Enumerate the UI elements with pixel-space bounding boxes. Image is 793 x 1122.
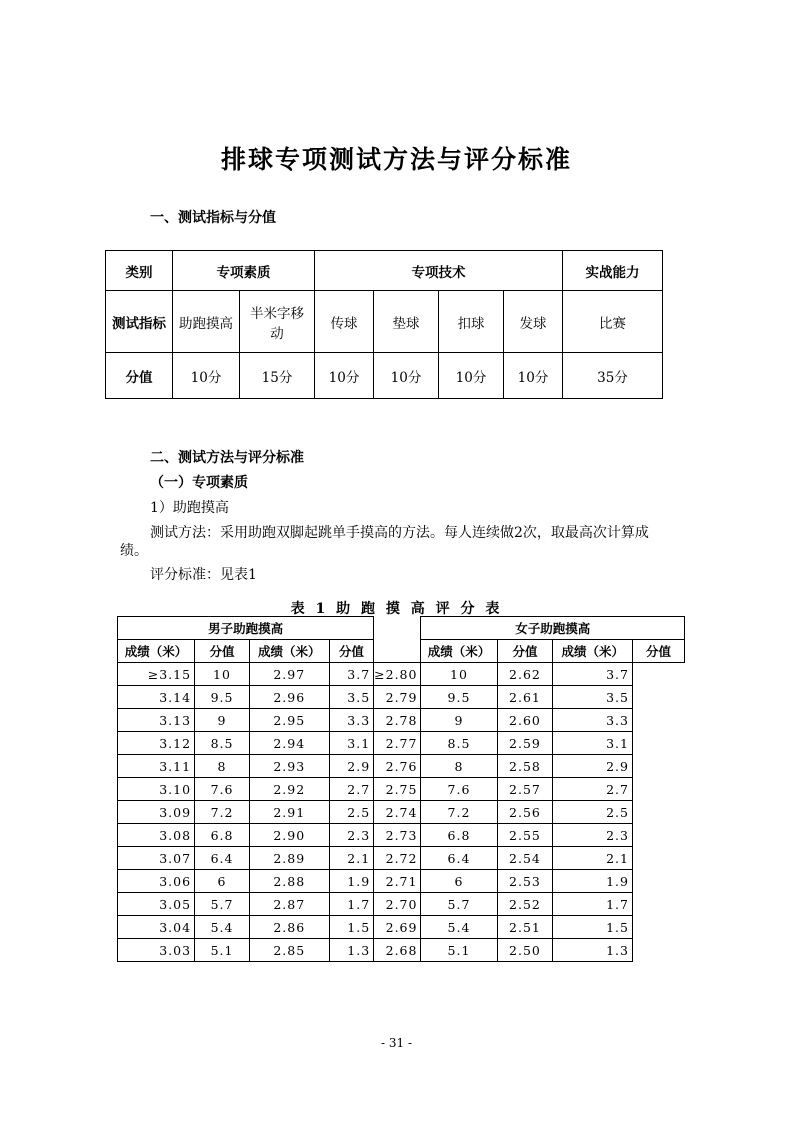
score-value: 2.79 [374,686,421,709]
score-cell: 10分 [374,353,439,399]
score-value: 2.70 [374,893,421,916]
score-value: 2.68 [374,939,421,962]
score-value: 2.55 [497,824,553,847]
points-value: 1.3 [553,939,633,962]
points-value: 7.2 [421,801,497,824]
score-value: 2.89 [249,847,329,870]
score-value: 2.51 [497,916,553,939]
score-cell: 35分 [563,353,663,399]
score-value: 3.03 [118,939,195,962]
points-value: 5.7 [195,893,250,916]
score-value: 2.86 [249,916,329,939]
points-value: 6.8 [421,824,497,847]
score-value: 3.05 [118,893,195,916]
indicator-cell: 扣球 [439,291,504,353]
indicator-cell: 半米字移动 [240,291,315,353]
score-value: ≥2.80 [374,663,421,686]
score-value: 3.06 [118,870,195,893]
points-value: 2.3 [329,824,374,847]
score-value: 3.11 [118,755,195,778]
subsection-heading: （一）专项素质 [150,475,248,491]
points-value: 3.5 [553,686,633,709]
score-value: 2.97 [249,663,329,686]
table-row [118,801,685,824]
table-row [118,778,685,801]
points-value: 3.1 [329,732,374,755]
score-cell: 10分 [173,353,240,399]
table-row [118,939,685,962]
method-text: 测试方法：采用助跑双脚起跳单手摸高的方法。每人连续做2次，取最高次计算成 [150,525,649,541]
points-value: 1.5 [329,916,374,939]
page-number: - 31 - [380,1036,412,1050]
points-value: 2.3 [553,824,633,847]
points-value: 6 [421,870,497,893]
score-value: 2.87 [249,893,329,916]
indicator-cell: 发球 [504,291,563,353]
points-value: 9 [421,709,497,732]
points-value: 2.1 [553,847,633,870]
points-value: 5.1 [195,939,250,962]
points-value: 3.1 [553,732,633,755]
col-score: 成绩（米） [249,640,329,663]
score-value: 2.61 [497,686,553,709]
score-value: 3.07 [118,847,195,870]
col-score: 成绩（米） [553,640,633,663]
score-value: 3.08 [118,824,195,847]
table-row [118,870,685,893]
score-cell: 10分 [504,353,563,399]
score-value: 3.13 [118,709,195,732]
col-score: 成绩（米） [421,640,497,663]
header-technique: 专项技术 [315,251,563,291]
indicator-table [105,250,663,399]
table-row [118,847,685,870]
score-value: 2.88 [249,870,329,893]
scoring-table [117,616,685,962]
score-value: 2.78 [374,709,421,732]
page-title: 排球专项测试方法与评分标准 [220,145,572,174]
col-points: 分值 [329,640,374,663]
col-score: 成绩（米） [118,640,195,663]
score-value: 2.75 [374,778,421,801]
points-value: 5.4 [421,916,497,939]
score-value: 2.58 [497,755,553,778]
score-value: 2.69 [374,916,421,939]
points-value: 6.8 [195,824,250,847]
points-value: 2.9 [553,755,633,778]
score-value: 2.77 [374,732,421,755]
score-value: 3.04 [118,916,195,939]
points-value: 8 [195,755,250,778]
points-value: 7.2 [195,801,250,824]
indicator-cell: 助跑摸高 [173,291,240,353]
indicator-label: 测试指标 [106,291,173,353]
score-value: 2.93 [249,755,329,778]
points-value: 7.6 [195,778,250,801]
header-quality: 专项素质 [173,251,315,291]
score-value: 2.74 [374,801,421,824]
col-points: 分值 [195,640,250,663]
score-value: 3.14 [118,686,195,709]
points-value: 2.7 [553,778,633,801]
score-value: 2.94 [249,732,329,755]
points-value: 2.5 [329,801,374,824]
score-value: 2.96 [249,686,329,709]
points-value: 5.7 [421,893,497,916]
points-value: 8.5 [421,732,497,755]
score-value: 2.73 [374,824,421,847]
score-value: 2.92 [249,778,329,801]
score-value: 2.95 [249,709,329,732]
score-value: 2.52 [497,893,553,916]
score-value: 2.62 [497,663,553,686]
points-value: 9.5 [421,686,497,709]
table-caption: 表 1 助 跑 摸 高 评 分 表 [290,601,503,617]
table-row [118,709,685,732]
points-value: 2.9 [329,755,374,778]
points-value: 1.5 [553,916,633,939]
points-value: 3.5 [329,686,374,709]
points-value: 3.7 [553,663,633,686]
item-heading: 1）助跑摸高 [150,500,229,516]
points-value: 2.1 [329,847,374,870]
points-value: 8.5 [195,732,250,755]
score-value: 3.10 [118,778,195,801]
method-text-continued: 绩。 [120,543,148,559]
score-cell: 15分 [240,353,315,399]
points-value: 9.5 [195,686,250,709]
points-value: 1.3 [329,939,374,962]
points-value: 3.7 [329,663,374,686]
score-value: 2.60 [497,709,553,732]
points-value: 1.7 [329,893,374,916]
score-value: 3.09 [118,801,195,824]
points-value: 2.7 [329,778,374,801]
points-value: 2.5 [553,801,633,824]
score-label: 分值 [106,353,173,399]
score-cell: 10分 [439,353,504,399]
points-value: 6.4 [421,847,497,870]
table-row [118,732,685,755]
table-divider [374,617,421,663]
points-value: 5.4 [195,916,250,939]
header-category: 类别 [106,251,173,291]
points-value: 9 [195,709,250,732]
score-value: 2.56 [497,801,553,824]
score-value: ≥3.15 [118,663,195,686]
score-value: 2.85 [249,939,329,962]
table-row [118,663,685,686]
points-value: 6.4 [195,847,250,870]
standard-text: 评分标准：见表1 [150,567,257,583]
score-value: 2.59 [497,732,553,755]
points-value: 10 [421,663,497,686]
header-ability: 实战能力 [563,251,663,291]
points-value: 8 [421,755,497,778]
female-title: 女子助跑摸高 [421,617,685,640]
points-value: 3.3 [553,709,633,732]
male-title: 男子助跑摸高 [118,617,374,640]
points-value: 3.3 [329,709,374,732]
section-heading-1: 一、测试指标与分值 [150,210,276,226]
table-row [118,686,685,709]
points-value: 1.9 [329,870,374,893]
indicator-cell: 传球 [315,291,374,353]
table-row [118,893,685,916]
score-value: 2.53 [497,870,553,893]
score-value: 2.91 [249,801,329,824]
points-value: 10 [195,663,250,686]
score-value: 2.71 [374,870,421,893]
score-value: 3.12 [118,732,195,755]
points-value: 5.1 [421,939,497,962]
table-row [118,755,685,778]
score-value: 2.54 [497,847,553,870]
col-points: 分值 [633,640,685,663]
score-value: 2.50 [497,939,553,962]
points-value: 7.6 [421,778,497,801]
score-value: 2.90 [249,824,329,847]
points-value: 1.9 [553,870,633,893]
score-cell: 10分 [315,353,374,399]
indicator-cell: 垫球 [374,291,439,353]
score-value: 2.76 [374,755,421,778]
col-points: 分值 [497,640,553,663]
points-value: 1.7 [553,893,633,916]
score-value: 2.57 [497,778,553,801]
section-heading-2: 二、测试方法与评分标准 [150,450,304,466]
indicator-cell: 比赛 [563,291,663,353]
table-row [118,824,685,847]
points-value: 6 [195,870,250,893]
score-value: 2.72 [374,847,421,870]
table-row [118,916,685,939]
